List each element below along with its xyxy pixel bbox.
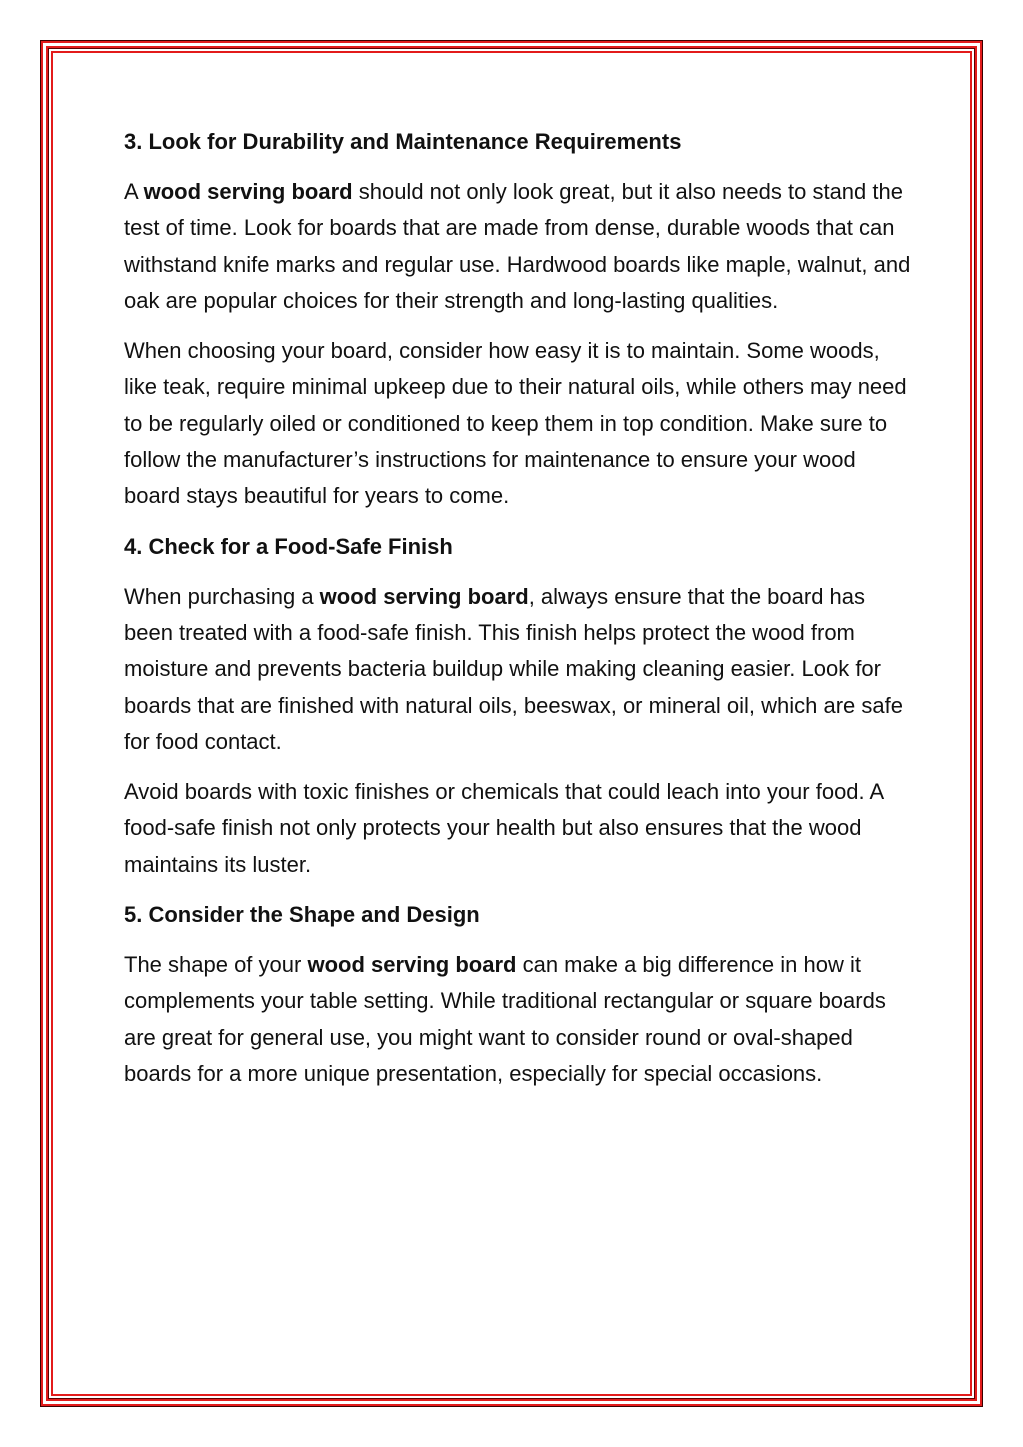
paragraph: The shape of your wood serving board can make a big difference in how it complements your table setting. While traditional rectangular or square boards are great for general use, you might want to consider round or oval-shaped boards for a more unique presentation, especially for special occasions. bbox=[124, 952, 886, 1086]
section-heading-food-safe-finish: 4. Check for a Food-Safe Finish bbox=[124, 533, 453, 559]
paragraph: Avoid boards with toxic finishes or chemicals that could leach into your food. A food-safe finish not only protects your health but also ensures that the wood maintains its luster. bbox=[124, 779, 884, 877]
bold-keyword: wood serving board bbox=[319, 583, 529, 609]
paragraph: When purchasing a wood serving board, always ensure that the board has been treated with a food-safe finish. This finish helps protect the wood from moisture and prevents bacteria buildup while making cleaning easier. Look for boards that are finished with natural oils, beeswax, or mineral oil, which are safe for food contact. bbox=[124, 583, 903, 754]
section-heading-durability: 3. Look for Durability and Maintenance Requirements bbox=[124, 129, 682, 154]
document-content bbox=[124, 124, 914, 1106]
section-heading-shape-design: 5. Consider the Shape and Design bbox=[124, 902, 480, 928]
paragraph: When choosing your board, consider how easy it is to maintain. Some woods, like teak, require minimal upkeep due to their natural oils, while others may need to be regularly oiled or conditioned to keep them in top condition. Make sure to follow the manufacturer’s instructions for maintenance to ensure your wood board stays beautiful for years to come. bbox=[124, 338, 907, 509]
bold-keyword: wood serving board bbox=[307, 952, 517, 978]
paragraph: A wood serving board should not only look great, but it also needs to stand the test of time. Look for boards that are made from dense, durable woods that can withstand knife marks and regular use. Hardwood boards like maple, walnut, and oak are popular choices for their strength and long-lasting qualities. bbox=[124, 179, 911, 313]
bold-keyword: wood serving board bbox=[143, 179, 353, 204]
